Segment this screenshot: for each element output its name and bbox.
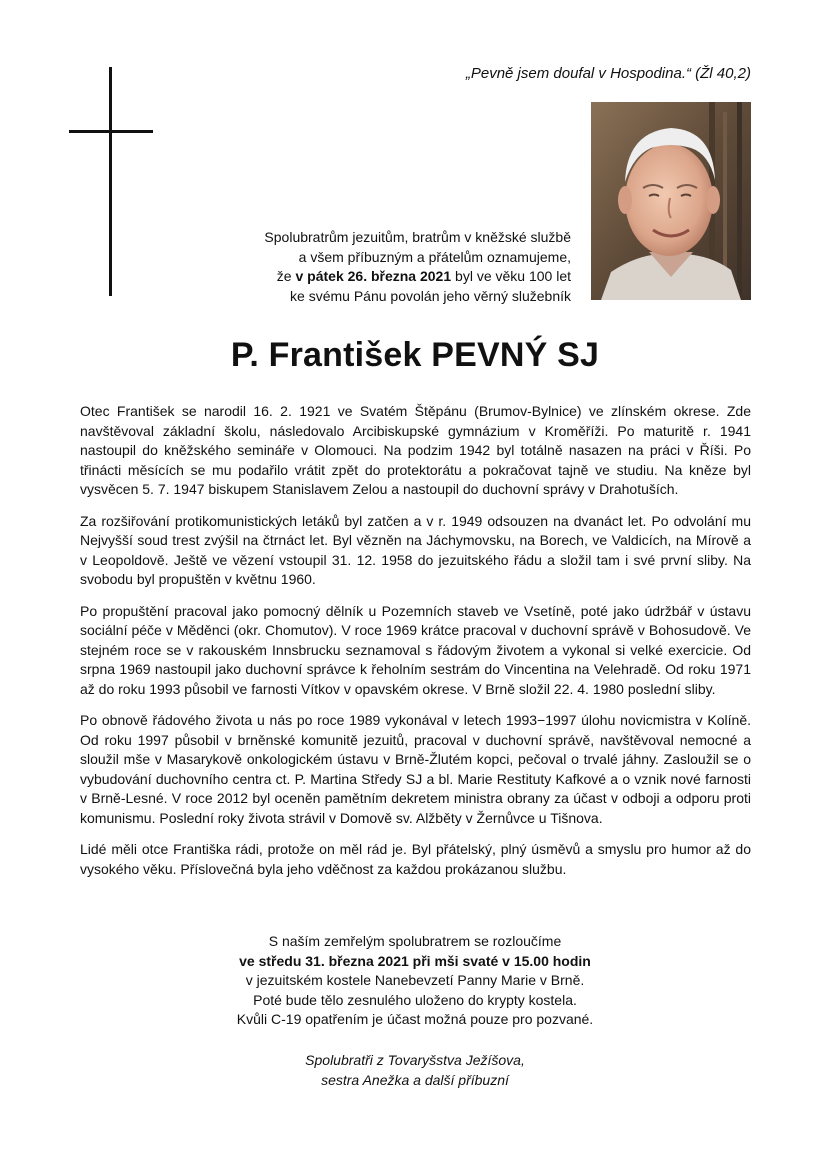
funeral-line: S naším zemřelým spolubratrem se rozloučíme: [268, 933, 562, 949]
signature: [0, 1050, 830, 1090]
biography-paragraph: Po obnově řádového života u nás po roce 1989 vykonával v letech 1993−1997 úlohu novicmistra v Kolíně. Od roku 1997 působil v brněnské komunitě jezuitů, pracoval v duchovní správě, navštěvoval nemocné a sloužil mše v Masarykově onkologickém ústavu v Brně-Žlutém kopci, pečoval o trvalé jáhny. Zasloužil se o vybudování duchovního centra ct. P. Martina Středy SJ a bl. Marie Restituty Kafkové a o vznik nové farnosti v Brně-Lesné. V roce 2012 byl oceněn pamětním dekretem ministra obrany za účast v odboji a odporu proti komunismu. Poslední roky života strávil v Domově sv. Alžběty v Žernůvce u Tišnova.: [80, 712, 751, 826]
funeral-date: ve středu 31. března 2021 při mši svaté v 15.00 hodin: [239, 952, 591, 969]
deceased-name: P. František PEVNÝ SJ: [230, 336, 600, 374]
biography-paragraph: Lidé měli otce Františka rádi, protože on měl rád je. Byl přátelský, plný úsměvů a smyslu pro humor až do vysokého věku. Příslovečná byla jeho vděčnost za každou prokázanou službu.: [80, 841, 751, 877]
biography-paragraph: Po propuštění pracoval jako pomocný dělník u Pozemních staveb ve Vsetíně, poté jako údržbář v ústavu sociální péče v Měděnci (okr. Chomutov). V roce 1969 krátce pracoval v duchovní správě v Bohosudově. Ve stejném roce se v rakouském Innsbrucku seznamoval s řádovým životem a vykonal si velké exercicie. Od srpna 1969 nastoupil jako duchovní správce k řeholním sestrám do Vincentina na Velehradě. Od roku 1971 až do roku 1993 působil ve farnosti Vítkov v opavském okrese. V Brně složil 22. 4. 1980 poslední sliby.: [80, 602, 751, 697]
announcement: [211, 228, 571, 306]
portrait-photo: [591, 102, 751, 300]
funeral-line: Kvůli C-19 opatřením je účast možná pouze pro pozvané.: [236, 1011, 594, 1027]
announcement-line: že v pátek 26. března 2021 byl ve věku 100 let: [276, 268, 571, 284]
announcement-line: ke svému Pánu povolán jeho věrný služebník: [290, 287, 571, 304]
biography-paragraph: Za rozšiřování protikomunistických letáků byl zatčen a v r. 1949 odsouzen na dvanáct let. Po odvolání mu Nejvyšší soud trest zvýšil na čtrnáct let. Byl vězněn na Jáchymovsku, na Borech, ve Valdicích, na Mírově a v Leopoldově. Ještě ve vězení vstoupil 31. 12. 1958 do jezuitského řádu a složil tam i své první sliby. Na svobodu byl propuštěn v květnu 1960.: [80, 512, 751, 587]
funeral-line: Poté bude tělo zesnulého uloženo do krypty kostela.: [253, 991, 577, 1008]
funeral-line: v jezuitském kostele Nanebevzetí Panny Marie v Brně.: [245, 972, 585, 988]
announcement-line: Spolubratrům jezuitům, bratrům v kněžské službě: [264, 229, 571, 245]
cross-icon: [69, 67, 153, 296]
funeral-notice: [0, 932, 830, 1030]
biography: [80, 402, 751, 891]
death-date: v pátek 26. března 2021: [295, 268, 452, 284]
bible-quote: „Pevně jsem doufal v Hospodina.“ (Žl 40,2): [465, 65, 751, 82]
signature-line: sestra Anežka a další příbuzní: [321, 1072, 509, 1088]
biography-paragraph: Otec František se narodil 16. 2. 1921 ve Svatém Štěpánu (Brumov-Bylnice) ve zlínském okrese. Zde navštěvoval základní školu, následovalo Arcibiskupské gymnázium v Kroměříži. Po maturitě r. 1941 nastoupil do kněžského semináře v Olomouci. Na podzim 1942 byl totálně nasazen na práci v Říši. Po třinácti měsících se mu podařilo vrátit zpět do protektorátu a pokračovat tajně ve studiu. Na kněze byl vysvěcen 5. 7. 1947 biskupem Stanislavem Zelou a nastoupil do duchovní správy v Drahotuších.: [80, 403, 751, 497]
signature-line: Spolubratři z Tovaryšstva Ježíšova,: [305, 1052, 525, 1068]
announcement-line: a všem příbuzným a přátelům oznamujeme,: [298, 248, 571, 265]
